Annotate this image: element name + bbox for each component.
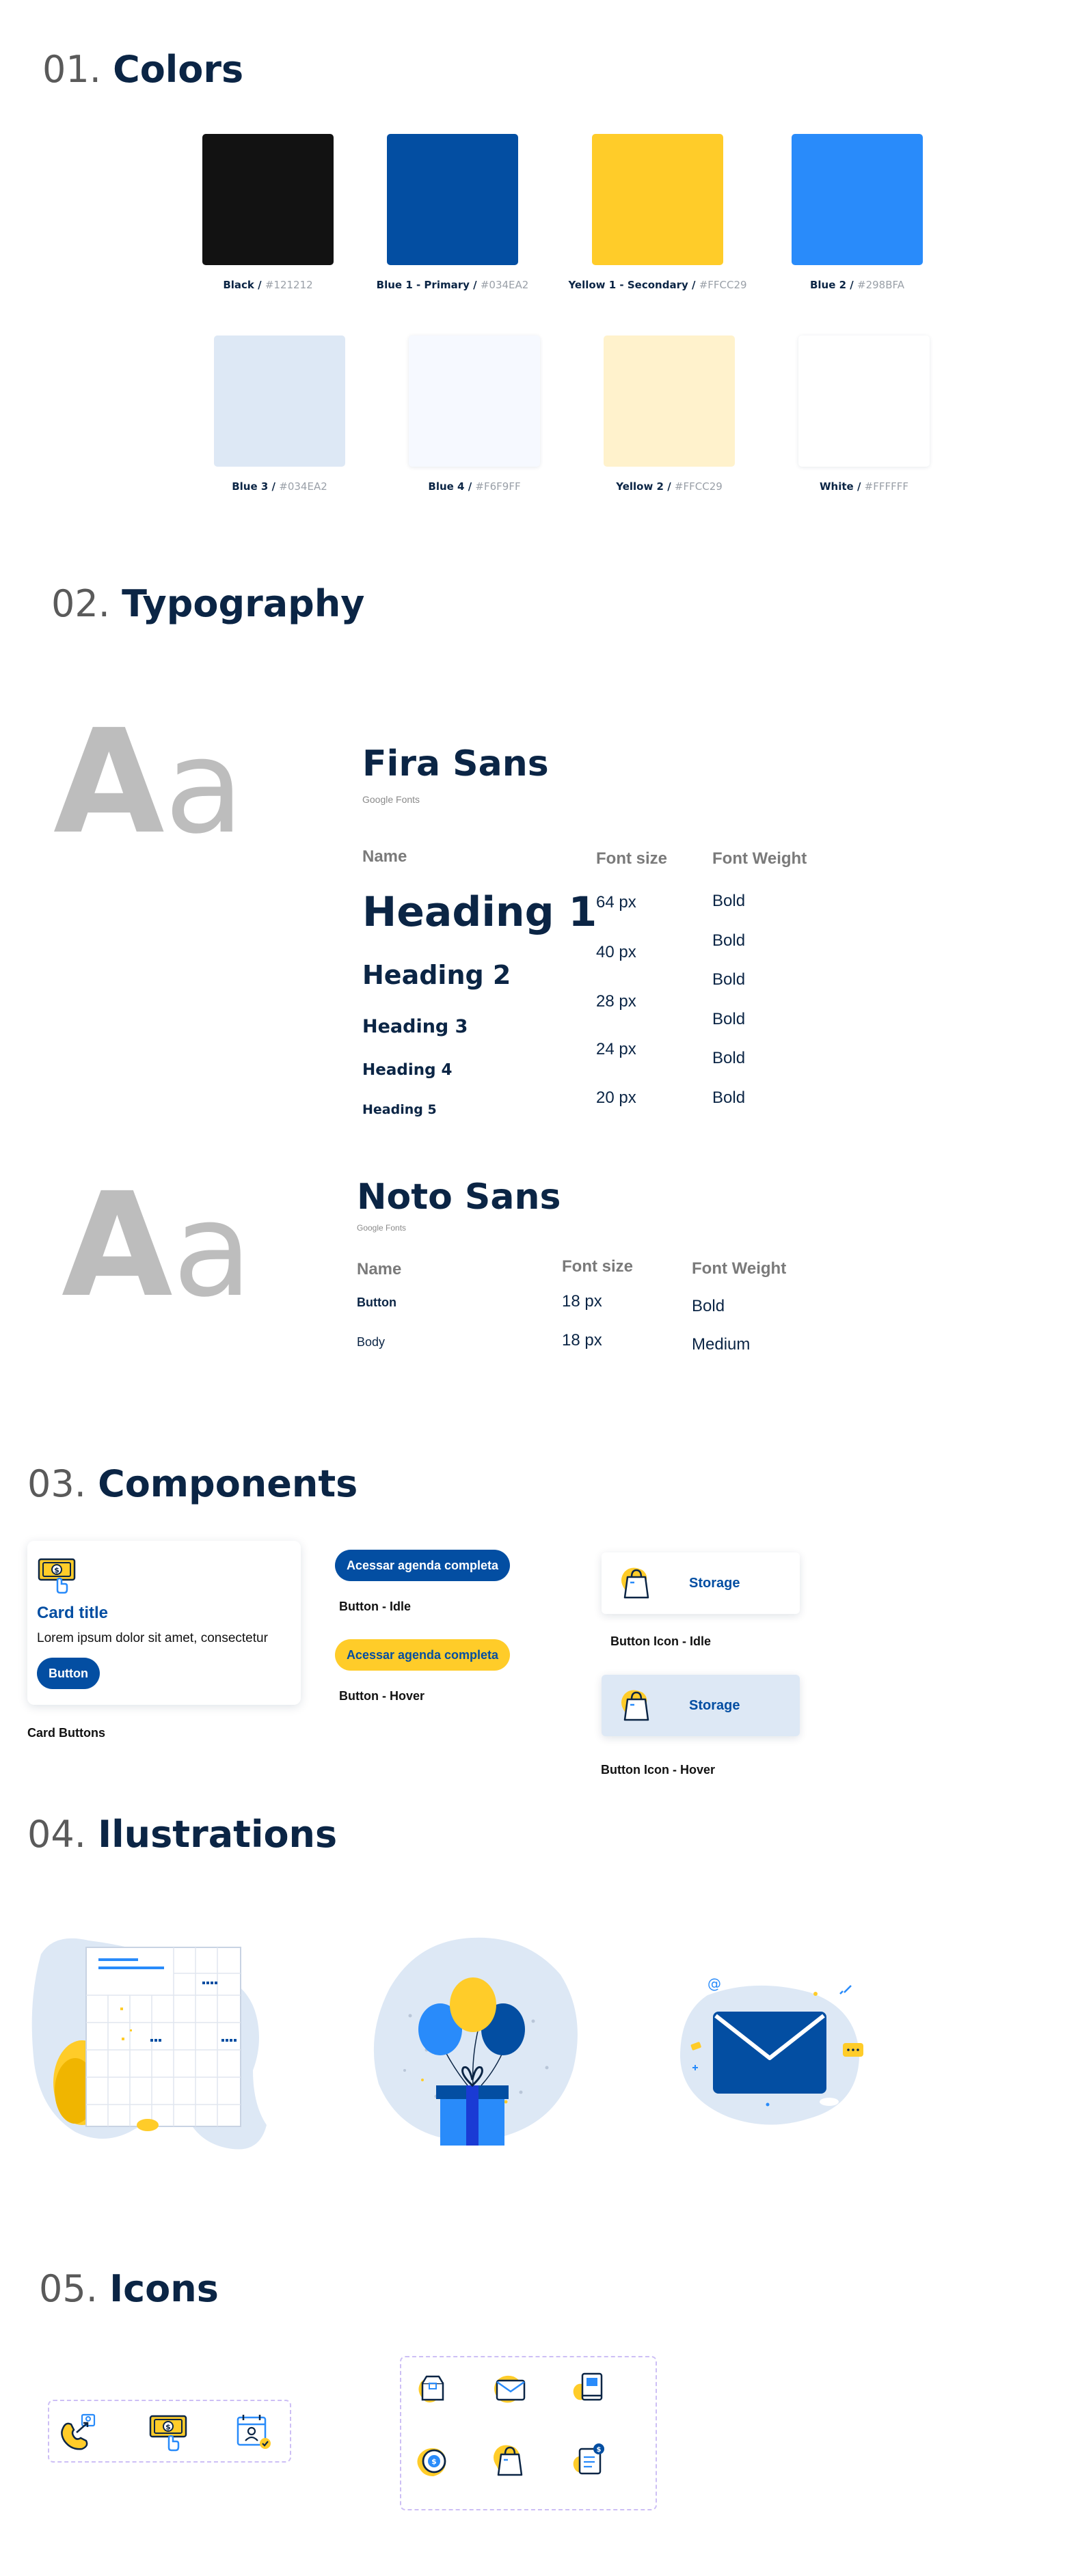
svg-text:$: $ — [165, 2422, 171, 2432]
gift-balloons-illustration — [369, 1934, 581, 2146]
aa-glyph-upper: A — [53, 698, 165, 866]
heading-1-weight: Bold — [712, 892, 746, 910]
color-swatch — [592, 134, 723, 265]
section-title-components — [27, 1462, 358, 1505]
section-number: 04. — [27, 1813, 86, 1856]
button-style-size: 18 px — [562, 1292, 602, 1311]
font-source-noto: Google Fonts — [357, 1223, 407, 1233]
heading-1-sample: Heading 1 — [362, 888, 597, 936]
color-name: Black — [223, 279, 254, 291]
icon-button-label: Storage — [689, 1697, 740, 1713]
calendar-illustration — [27, 1927, 301, 2159]
color-swatch-caption — [748, 279, 967, 291]
color-name: Yellow 2 — [616, 480, 664, 493]
box-tag-icon — [412, 2366, 457, 2411]
color-hex: #F6F9FF — [475, 480, 521, 493]
card-title: Card title — [37, 1604, 109, 1622]
card-body-text: Lorem ipsum dolor sit amet, consectetur — [37, 1631, 268, 1645]
heading-4-size: 24 px — [596, 1040, 636, 1058]
section-word: Typography — [122, 582, 365, 625]
button-hover-caption: Button - Hover — [339, 1689, 424, 1703]
column-weight-header: Font Weight — [712, 849, 807, 868]
card-button[interactable]: Button — [37, 1658, 100, 1689]
heading-2-weight: Bold — [712, 931, 746, 950]
heading-5-sample: Heading 5 — [362, 1102, 437, 1117]
color-swatch — [202, 134, 334, 265]
body-style-sample: Body — [357, 1335, 386, 1349]
aa-glyph-lower: a — [172, 1175, 252, 1326]
color-swatch — [387, 134, 518, 265]
money-click-icon — [146, 2409, 191, 2454]
aa-specimen-noto — [62, 1162, 252, 1329]
svg-text:$: $ — [596, 2446, 602, 2454]
aa-specimen-fira — [53, 698, 244, 866]
color-swatch-caption — [365, 480, 584, 493]
section-word: Components — [98, 1462, 358, 1505]
color-swatch — [792, 134, 923, 265]
icon-button-hover-caption: Button Icon - Hover — [601, 1763, 715, 1777]
separator: / — [846, 279, 857, 291]
button-style-sample: Button — [357, 1296, 396, 1309]
separator: / — [663, 480, 675, 493]
shopping-bag-icon — [487, 2438, 532, 2483]
heading-5-weight: Bold — [712, 1049, 746, 1067]
heading-5-size: 20 px — [596, 1088, 636, 1107]
color-hex: #034EA2 — [279, 480, 327, 493]
button-style-weight: Bold — [692, 1297, 725, 1315]
section-number: 03. — [27, 1462, 86, 1505]
svg-text:$: $ — [54, 1565, 59, 1575]
icon-button-hover[interactable] — [602, 1675, 800, 1736]
column-size-header: Font size — [596, 849, 668, 868]
heading-3-sample: Heading 3 — [362, 1016, 468, 1037]
section-word: Colors — [113, 48, 244, 91]
separator: / — [469, 279, 481, 291]
color-swatch-caption — [170, 480, 389, 493]
heading-3-size: 28 px — [596, 992, 636, 1011]
color-hex: #FFCC29 — [699, 279, 747, 291]
section-number: 05. — [39, 2267, 98, 2310]
section-title-icons — [39, 2267, 219, 2310]
separator: / — [268, 480, 280, 493]
body-style-size: 18 px — [562, 1331, 602, 1349]
card-component[interactable] — [27, 1541, 301, 1705]
font-name-noto: Noto Sans — [357, 1177, 561, 1218]
heading-2-sample: Heading 2 — [362, 960, 511, 990]
heading-4-sample: Heading 4 — [362, 1061, 453, 1079]
section-word: Ilustrations — [98, 1813, 338, 1856]
separator: / — [464, 480, 476, 493]
color-name: Yellow 1 - Secondary — [568, 279, 688, 291]
section-title-typography — [51, 582, 364, 625]
column-size-header: Font size — [562, 1257, 634, 1276]
heading-3-weight: Bold — [712, 970, 746, 989]
section-title-colors — [42, 48, 243, 91]
document-dollar-icon — [567, 2438, 612, 2483]
heading-4-weight: Bold — [712, 1010, 746, 1028]
calendar-user-icon — [231, 2409, 276, 2454]
shopping-bag-icon — [615, 1562, 658, 1604]
font-name-fira: Fira Sans — [362, 743, 549, 784]
aa-glyph-upper: A — [62, 1162, 173, 1329]
section-number: 01. — [42, 48, 101, 91]
column-name-header: Name — [362, 847, 407, 866]
color-name: Blue 1 - Primary — [376, 279, 470, 291]
color-swatch-caption — [755, 480, 973, 493]
primary-button-hover[interactable]: Acessar agenda completa — [335, 1639, 510, 1671]
coin-swap-icon — [412, 2438, 457, 2483]
separator: / — [688, 279, 699, 291]
separator: / — [254, 279, 265, 291]
separator: / — [853, 480, 865, 493]
envelope-icon — [487, 2366, 532, 2411]
color-hex: #298BFA — [857, 279, 905, 291]
svg-text:$: $ — [431, 2457, 437, 2466]
heading-1-size: 64 px — [596, 893, 636, 912]
color-hex: #121212 — [265, 279, 313, 291]
color-name: Blue 3 — [232, 480, 269, 493]
color-hex: #FFFFFF — [864, 480, 908, 493]
color-name: White — [820, 480, 854, 493]
color-name: Blue 4 — [428, 480, 465, 493]
icon-button-idle-caption: Button Icon - Idle — [610, 1634, 711, 1648]
envelope-illustration — [673, 1968, 872, 2132]
column-weight-header: Font Weight — [692, 1259, 787, 1278]
book-icon — [567, 2366, 612, 2411]
section-word: Icons — [109, 2267, 219, 2310]
money-click-icon — [37, 1556, 77, 1598]
extra-weight: Bold — [712, 1088, 746, 1107]
icon-button-label: Storage — [689, 1575, 740, 1591]
color-hex: #034EA2 — [480, 279, 529, 291]
color-swatch-caption — [560, 480, 779, 493]
body-style-weight: Medium — [692, 1335, 751, 1354]
color-swatch — [409, 335, 540, 467]
icon-button-idle[interactable] — [602, 1552, 800, 1614]
aa-glyph-lower: a — [164, 711, 244, 862]
color-swatch-caption — [343, 279, 562, 291]
card-caption: Card Buttons — [27, 1726, 105, 1740]
font-source-fira: Google Fonts — [362, 794, 420, 805]
heading-2-size: 40 px — [596, 943, 636, 961]
button-idle-caption: Button - Idle — [339, 1600, 411, 1613]
section-number: 02. — [51, 582, 110, 625]
color-swatch — [214, 335, 345, 467]
color-swatch-caption — [548, 279, 767, 291]
svg-text:@: @ — [707, 1975, 721, 1992]
primary-button-idle[interactable]: Acessar agenda completa — [335, 1550, 510, 1581]
phone-transfer-icon — [56, 2409, 101, 2454]
column-name-header: Name — [357, 1260, 402, 1278]
color-hex: #FFCC29 — [674, 480, 723, 493]
color-swatch — [798, 335, 930, 467]
section-title-illustrations — [27, 1813, 337, 1856]
color-name: Blue 2 — [809, 279, 847, 291]
shopping-bag-icon — [615, 1684, 658, 1727]
color-swatch — [604, 335, 735, 467]
